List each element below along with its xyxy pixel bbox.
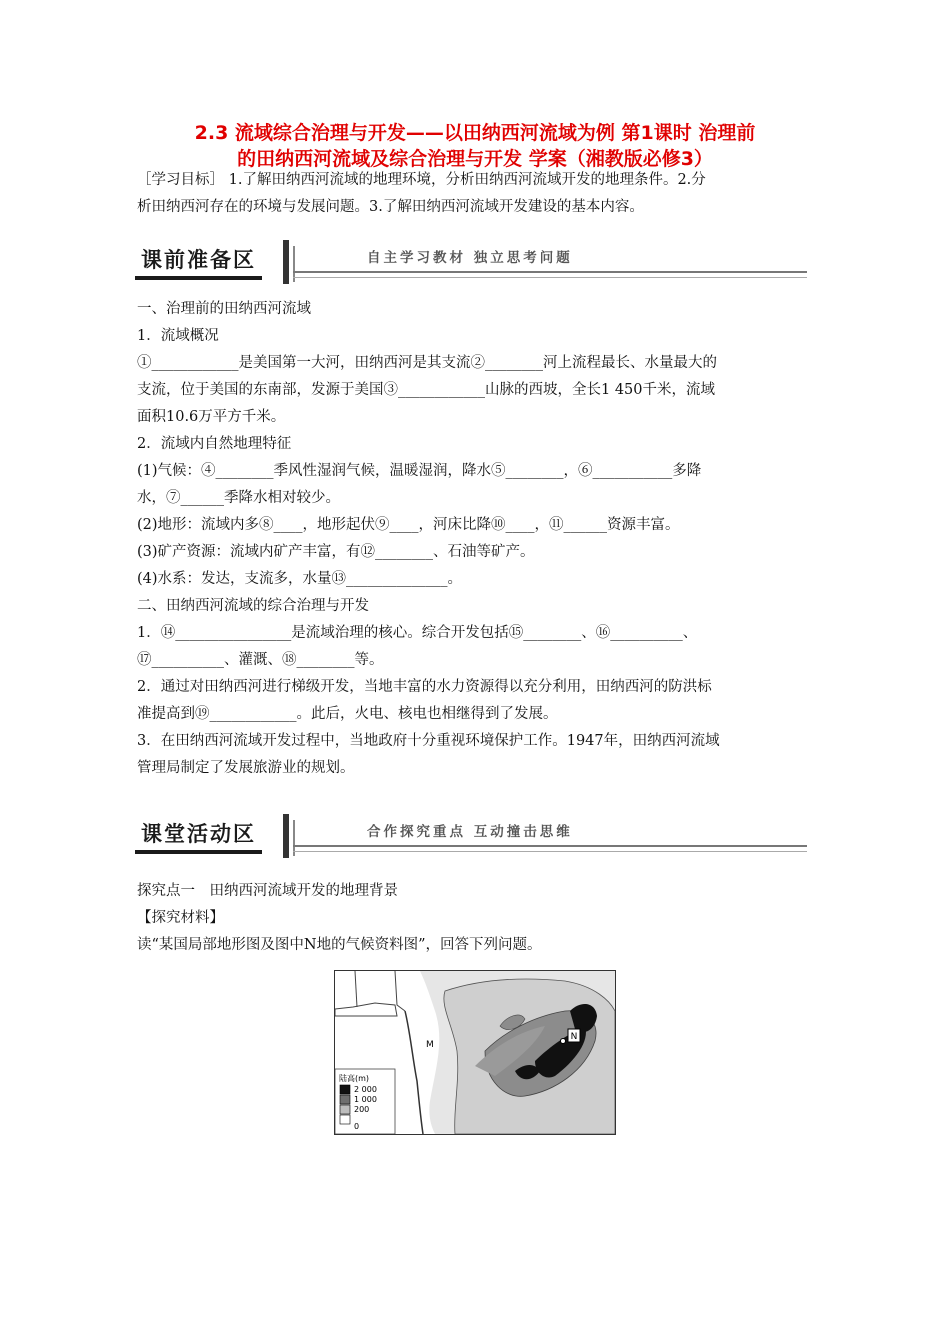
legend-title: 陆高(m)	[339, 1074, 370, 1083]
banner-rule-thin	[293, 851, 807, 852]
objectives-line-2: 析田纳西河存在的环境与发展问题。3.了解田纳西河流域开发建设的基本内容。	[137, 199, 644, 215]
in-class-banner	[135, 818, 807, 858]
banner-slogan: 自主学习教材 独立思考问题	[367, 250, 573, 266]
legend-item: 1 000	[354, 1095, 377, 1104]
banner-slogan: 合作探究重点 互动撞击思维	[367, 824, 573, 840]
learning-objectives	[137, 167, 817, 221]
section-one	[137, 296, 817, 782]
minerals-line: (3)矿产资源：流域内矿产丰富，有⑫________、石油等矿产。	[137, 544, 535, 560]
title-line-2: 的田纳西河流域及综合治理与开发 学案（湘教版必修3）	[237, 148, 713, 170]
legend-item: 0	[354, 1122, 360, 1131]
banner-rule	[293, 271, 807, 273]
material-heading: 【探究材料】	[137, 910, 224, 926]
explore-point-heading: 探究点一 田纳西河流域开发的地理背景	[137, 883, 398, 899]
legend-item: 200	[354, 1105, 370, 1114]
section-heading: 一、治理前的田纳西河流域	[137, 301, 311, 317]
objectives-line-1: ［学习目标］ 1.了解田纳西河流域的地理环境，分析田纳西河流域开发的地理条件。2.分	[137, 172, 706, 188]
section-heading: 二、田纳西河流域的综合治理与开发	[137, 598, 369, 614]
development-line-4: 准提高到⑲____________。此后，火电、核电也相继得到了发展。	[137, 706, 558, 722]
map-label-m: M	[426, 1040, 434, 1050]
subsection-heading: 1．流域概况	[137, 328, 219, 344]
climate-line-1: (1)气候：④________季风性湿润气候，温暖湿润，降水⑤________，⑥___________多降	[137, 463, 702, 479]
terrain-map-drawing	[335, 971, 615, 1134]
banner-rule	[293, 845, 807, 847]
banner-divider	[283, 240, 289, 284]
water-system-line: (4)水系：发达，支流多，水量⑬______________。	[137, 571, 463, 587]
banner-label: 课前准备区	[135, 244, 262, 280]
climate-line-2: 水，⑦______季降水相对较少。	[137, 490, 340, 506]
overview-line-2: 支流，位于美国的东南部，发源于美国③____________山脉的西坡，全长1 450千米，流域	[137, 382, 716, 398]
title-line-1: 2.3 流域综合治理与开发——以田纳西河流域为例 第1课时 治理前	[194, 122, 756, 144]
terrain-map	[334, 970, 616, 1135]
development-line-5: 3．在田纳西河流域开发过程中，当地政府十分重视环境保护工作。1947年，田纳西河流域	[137, 733, 720, 749]
banner-label: 课堂活动区	[135, 818, 262, 854]
map-label-n: N	[570, 1032, 578, 1042]
banner-divider	[283, 814, 289, 858]
explore-section	[137, 878, 817, 959]
development-line-3: 2．通过对田纳西河进行梯级开发，当地丰富的水力资源得以充分利用，田纳西河的防洪标	[137, 679, 712, 695]
development-line-2: ⑰__________、灌溉、⑱________等。	[137, 652, 384, 668]
overview-line-3: 面积10.6万平方千米。	[137, 409, 286, 425]
pre-class-banner	[135, 244, 807, 284]
terrain-line: (2)地形：流域内多⑧____，地形起伏⑨____，河床比降⑩____，⑪______资源丰富。	[137, 517, 680, 533]
subsection-heading: 2．流域内自然地理特征	[137, 436, 292, 452]
overview-line-1: ①____________是美国第一大河，田纳西河是其支流②________河上流程最长、水量最大的	[137, 355, 717, 371]
development-line-1: 1．⑭________________是流域治理的核心。综合开发包括⑮________、⑯__________、	[137, 625, 698, 641]
legend-item: 2 000	[354, 1085, 377, 1094]
document-title	[120, 120, 830, 172]
explore-instruction: 读“某国局部地形图及图中N地的气候资料图”，回答下列问题。	[137, 937, 542, 953]
banner-rule-thin	[293, 277, 807, 278]
development-line-6: 管理局制定了发展旅游业的规划。	[137, 760, 355, 776]
